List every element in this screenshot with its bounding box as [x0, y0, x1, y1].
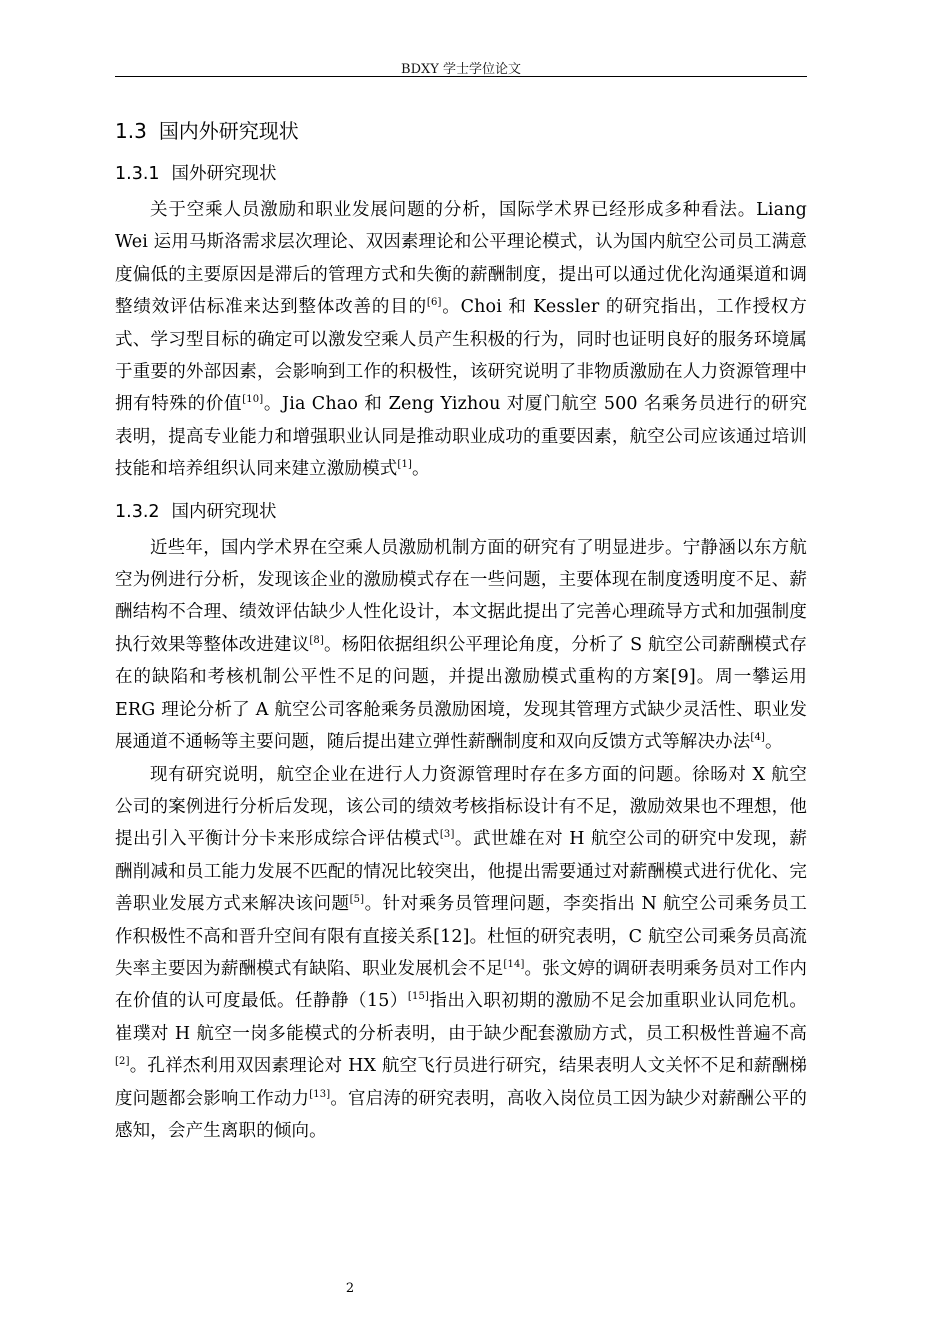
citation-ref[interactable]: [6]	[426, 297, 442, 309]
citation-ref[interactable]: [3]	[439, 829, 455, 841]
subsection-title: 国内研究现状	[171, 501, 277, 522]
subsection-number: 1.3.1	[115, 164, 160, 184]
paragraph-domestic-research-1: 近些年，国内学术界在空乘人员激励机制方面的研究有了明显进步。宁静涵以东方航空为例进行分析，发现该企业的激励模式存在一些问题，主要体现在制度透明度不足、薪酬结构不合理、绩效评估缺少人性化设计，本文据此提出了完善心理疏导方式和加强制度执行效果等整体改进建议[8]。杨阳依据组织公平理论角度，分析了 S 航空公司薪酬模式存在的缺陷和考核机制公平性不足的问题，并提出激励模式重构的方案[9]。周一攀运用 ERG 理论分析了 A 航空公司客舱乘务员激励困境，发现其管理方式缺少灵活性、职业发展通道不通畅等主要问题，随后提出建立弹性薪酬制度和双向反馈方式等解决办法[4]。	[115, 537, 808, 753]
citation-ref[interactable]: [10]	[242, 394, 264, 406]
citation-ref[interactable]: [2]	[115, 1056, 130, 1068]
citation-ref[interactable]: [15]	[407, 991, 430, 1003]
page-number: 2	[345, 1281, 355, 1296]
citation-ref[interactable]: [1]	[397, 459, 413, 471]
running-header-title: BDXY 学士学位论文	[401, 62, 521, 77]
page-body	[115, 112, 807, 1147]
citation-ref[interactable]: [14]	[503, 958, 525, 970]
citation-ref[interactable]: [8]	[309, 634, 324, 646]
citation-ref[interactable]: [5]	[349, 894, 365, 906]
section-heading	[115, 112, 807, 150]
paragraph-foreign-research: 关于空乘人员激励和职业发展问题的分析，国际学术界已经形成多种看法。Liang Wei 运用马斯洛需求层次理论、双因素理论和公平理论模式，认为国内航空公司员工满意度偏低的主要原因是滞后的管理方式和失衡的薪酬制度，提出可以通过优化沟通渠道和调整绩效评估标准来达到整体改善的目的[6]。Choi 和 Kessler 的研究指出，工作授权方式、学习型目标的确定可以激发空乘人员产生积极的行为，同时也证明良好的服务环境属于重要的外部因素，会影响到工作的积极性，该研究说明了非物质激励在人力资源管理中拥有特殊的价值[10]。Jia Chao 和 Zeng Yizhou 对厦门航空 500 名乘务员进行的研究表明，提高专业能力和增强职业认同是推动职业成功的重要因素，航空公司应该通过培训技能和培养组织认同来建立激励模式[1]。	[115, 200, 807, 480]
paragraph-domestic-research-2: 现有研究说明，航空企业在进行人力资源管理时存在多方面的问题。徐旸对 X 航空公司的案例进行分析后发现，该公司的绩效考核指标设计有不足，激励效果也不理想，他提出引入平衡计分卡来形成综合评估模式[3]。武世雄在对 H 航空公司的研究中发现，薪酬削减和员工能力发展不匹配的情况比较突出，他提出需要通过对薪酬模式进行优化、完善职业发展方式来解决该问题[5]。针对乘务员管理问题，李奕指出 N 航空公司乘务员工作积极性不高和晋升空间有限有直接关系[12]。杜恒的研究表明，C 航空公司乘务员高流失率主要因为薪酬模式有缺陷、职业发展机会不足[14]。张文婷的调研表明乘务员对工作内在价值的认可度最低。任静静（15）[15]指出入职初期的激励不足会加重职业认同危机。崔璞对 H 航空一岗多能模式的分析表明，由于缺少配套激励方式，员工积极性普遍不高[2]。孔祥杰利用双因素理论对 HX 航空飞行员进行研究，结果表明人文关怀不足和薪酬梯度问题都会影响工作动力[13]。官启涛的研究表明，高收入岗位员工因为缺少对薪酬公平的感知，会产生离职的倾向。	[115, 764, 807, 1141]
citation-ref[interactable]: [13]	[309, 1088, 331, 1100]
subsection-heading-foreign	[115, 156, 807, 192]
subsection-heading-domestic	[115, 494, 807, 530]
subsection-number: 1.3.2	[115, 501, 160, 522]
subsection-title: 国外研究现状	[171, 164, 277, 184]
header-rule	[115, 76, 807, 77]
section-title: 国内外研究现状	[158, 119, 299, 143]
section-number: 1.3	[115, 119, 147, 143]
citation-ref[interactable]: [4]	[750, 732, 766, 744]
